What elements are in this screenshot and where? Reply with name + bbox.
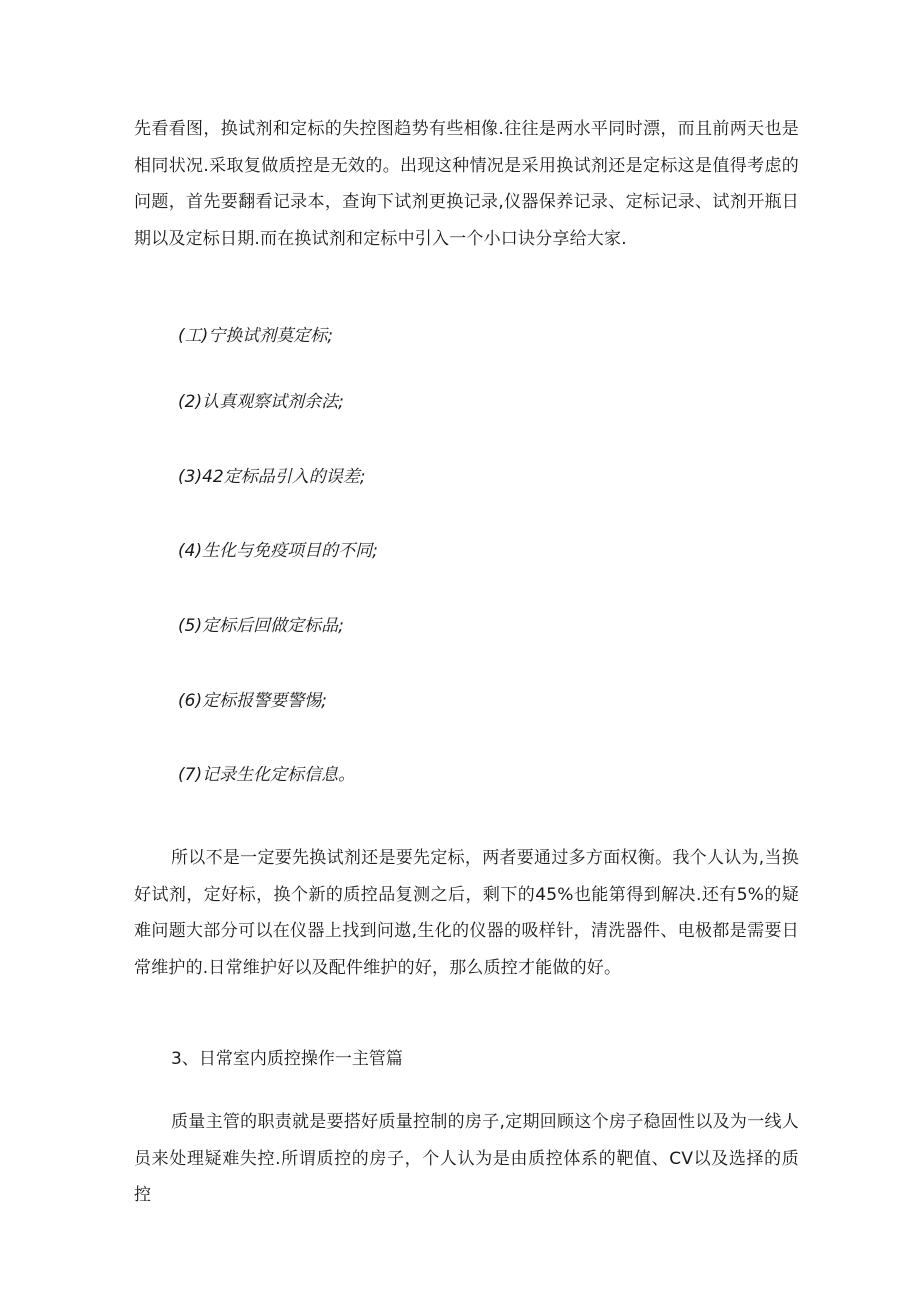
tip-item-6: (6)定标报警要警惕; [178, 691, 327, 711]
tip-item-1: (工)宁换试剂莫定标; [178, 326, 333, 346]
section-paragraph: 质量主管的职责就是要搭好质量控制的房子,定期回顾这个房子稳固性以及为一线人员来处理疑难失控.所谓质控的房子，个人认为是由质控体系的靶值、CV以及选择的质控 [134, 1112, 799, 1205]
intro-paragraph: 先看看图，换试剂和定标的失控图趋势有些相像.往往是两水平同时漂，而且前两天也是相同状况.采取复做质控是无效的。出现这种情况是采用换试剂还是定标这是值得考虑的问题，首先要翻看记录本，查询下试剂更换记录,仪器保养记录、定标记录、试剂开瓶日期以及定标日期.而在换试剂和定标中引入一个小口诀分享给大家. [134, 119, 799, 249]
tip-item-2: (2)认真观察试剂余法; [178, 392, 344, 412]
tip-item-3: (3)42定标品引入的误差; [178, 467, 366, 487]
tip-item-7: (7)记录生化定标信息。 [178, 765, 356, 785]
conclusion-paragraph: 所以不是一定要先换试剂还是要先定标，两者要通过多方面权衡。我个人认为,当换好试剂，定好标，换个新的质控品复测之后，剩下的45%也能第得到解决.还有5%的疑难问题大部分可以在仪器上找到问遨,生化的仪器的吸样针，清洗器件、电极都是需要日常维护的.日常维护好以及配件维护的好，那么质控才能做的好。 [134, 848, 799, 978]
tip-item-5: (5)定标后回做定标品; [178, 616, 344, 636]
section-heading: 3、日常室内质控操作一主管篇 [171, 1049, 403, 1069]
tip-item-4: (4)生化与免疫项目的不同; [178, 541, 378, 561]
